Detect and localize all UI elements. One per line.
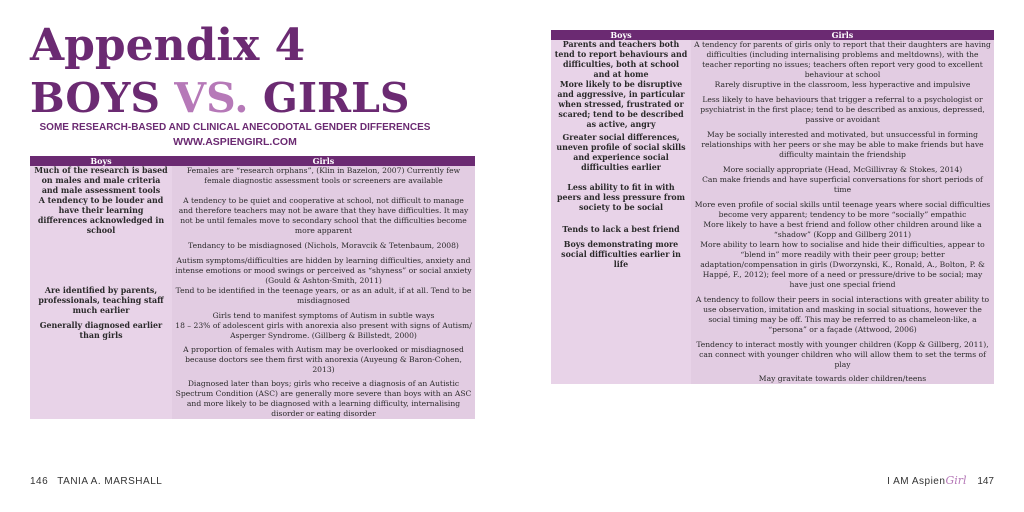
boys-vs-girls-heading: [30, 76, 410, 120]
boys-cell: More likely to be disruptive and aggressive, in particular when stressed, frustrated or scared; tend to be described as active, angry: [551, 80, 691, 130]
boys-cell: Less ability to fit in with peers and less pressure from society to be social: [551, 175, 691, 220]
boys-cell: Greater social differences, uneven profile of social skills and experience social difficulties earlier: [551, 130, 691, 175]
girls-point: May be socially interested and motivated, but unsuccessful in forming relationships with her peers or she may be able to make friends but have difficulty maintain the friendship: [701, 130, 984, 159]
boys-cell: A tendency to be louder and have their learning differences acknowledged in school: [30, 196, 172, 286]
girls-header: Girls: [691, 30, 994, 40]
girls-point: 18 – 23% of adolescent girls with anorexia also present with signs of Autism/ Asperger Syndrome. (Gillberg & Billstedt, 2000): [175, 321, 472, 340]
girls-point: Tendency to interact mostly with younger children (Kopp & Gillberg, 2011), can connect with younger children who will allow them to set the terms of play: [696, 340, 989, 369]
girls-cell: [691, 175, 994, 220]
girls-cell: [691, 220, 994, 240]
girls-point: A tendency to be quiet and cooperative at school, not difficult to manage and therefore teachers may not be aware that they have difficulties. It may not be until females move to secondary school that the difficulties become more apparent: [178, 196, 469, 235]
girls-cell: [691, 80, 994, 130]
girls-point: A proportion of females with Autism may be overlooked or misdiagnosed because doctors see them first with anorexia (Auyeung & Baron-Cohen, 2013): [183, 345, 464, 374]
girls-cell: [172, 321, 475, 419]
girls-point: Tendancy to be misdiagnosed (Nichols, Moravcik & Tetenbaum, 2008): [188, 241, 459, 250]
girls-point: Diagnosed later than boys; girls who receive a diagnosis of an Autistic Spectrum Condition (ASC) are generally more severe than boys with an ASC and more likely to be diagnosed with a learning difficulty, internalising disorder or eating disorder: [175, 379, 472, 418]
heading-boys: BOYS: [30, 74, 161, 122]
brand-name: I AM Aspien: [887, 476, 946, 487]
appendix-heading: Appendix 4: [30, 20, 306, 71]
boys-header: Boys: [551, 30, 691, 40]
girls-cell: [691, 40, 994, 80]
girls-point: Girls tend to manifest symptoms of Autism in subtle ways: [212, 311, 435, 320]
heading-girls: GIRLS: [262, 74, 410, 122]
girls-header: Girls: [172, 156, 475, 166]
girls-point: Tend to be identified in the teenage years, or as an adult, if at all. Tend to be misdiagnosed: [175, 286, 472, 305]
footer-left: [30, 476, 162, 487]
website-link[interactable]: WWW.ASPIENGIRL.COM: [173, 136, 297, 148]
girls-cell: [691, 130, 994, 175]
boys-cell: Are identified by parents, professionals, teaching staff much earlier: [30, 286, 172, 321]
boys-cell: Tends to lack a best friend: [551, 220, 691, 240]
girls-point: Autism symptoms/difficulties are hidden by learning difficulties, anxiety and intense emotions or mood swings or perceived as “shyness” or social anxiety (Gould & Ashton-Smith, 2011): [175, 256, 472, 285]
right-page: [512, 0, 1024, 512]
table-header-row: [30, 156, 475, 166]
table-row: [30, 196, 475, 286]
girls-point: More socially appropriate (Head, McGillivray & Stokes, 2014): [722, 165, 963, 174]
comparison-table-right: [551, 30, 994, 384]
table-row: [551, 220, 994, 240]
girls-point: More ability to learn how to socialise and hide their difficulties, appear to “blend in” more readily with their peer group; better adaptation/compensation in girls (Dworzynski, K., Ronald, A., Bolton, P. & Happé, F., 2012); feel more of a need or pressure/drive to be social; may have just one special friend: [700, 240, 985, 289]
girls-point: More likely to have a best friend and follow other children around like a “shadow” (Kopp and Gillberg 2011): [703, 220, 982, 239]
girls-point: Less likely to have behaviours that trigger a referral to a psychologist or psychiatrist in the first place; tend to be described as anxious, depressed, passive or avoidant: [700, 95, 985, 124]
table-header-row: [551, 30, 994, 40]
girls-point: Females are “research orphans”, (Klin in Bazelon, 2007) Currently few female diagnostic assessment tools or screeners are available: [186, 166, 461, 185]
author-name: TANIA A. MARSHALL: [57, 476, 163, 487]
table-row: [551, 240, 994, 384]
girls-cell: [691, 240, 994, 384]
table-row: [30, 321, 475, 419]
girls-point: More even profile of social skills until teenage years where social difficulties become very apparent; tendency to be more “socially” empathic: [694, 200, 991, 219]
subtitle: SOME RESEARCH-BASED AND CLINICAL ANECODOTAL GENDER DIFFERENCES: [39, 122, 431, 133]
girls-point: Can make friends and have superficial conversations for short periods of time: [702, 175, 983, 194]
table-row: [551, 175, 994, 220]
boys-cell: Boys demonstrating more social difficulties earlier in life: [551, 240, 691, 384]
girls-cell: [172, 166, 475, 196]
footer-right: [887, 474, 994, 487]
girls-point: A tendency for parents of girls only to report that their daughters are having difficulties (including internalising problems and meltdowns), with the teacher reporting no issues; teachers often report very good to excellent behaviour at school: [694, 40, 991, 79]
brand-name-script: Girl: [945, 474, 967, 487]
comparison-table-left: [30, 156, 475, 419]
table-row: [30, 166, 475, 196]
table-row: [551, 130, 994, 175]
boys-cell: Generally diagnosed earlier than girls: [30, 321, 172, 419]
girls-cell: [172, 196, 475, 286]
girls-point: May gravitate towards older children/teens: [758, 374, 927, 383]
page-number: 146: [30, 476, 49, 487]
girls-point: Rarely disruptive in the classroom, less hyperactive and impulsive: [714, 80, 971, 89]
boys-cell: Parents and teachers both tend to report behaviours and difficulties, both at school and at home: [551, 40, 691, 80]
table-row: [551, 80, 994, 130]
boys-header: Boys: [30, 156, 172, 166]
table-row: [30, 286, 475, 321]
girls-cell: [172, 286, 475, 321]
heading-vs: VS.: [174, 74, 249, 122]
page-number: 147: [977, 476, 994, 487]
girls-point: A tendency to follow their peers in social interactions with greater ability to use observation, imitation and masking in social situations, however the social timing may be off. This may be referred to as chameleon-like, a “persona” or a façade (Attwood, 2006): [695, 295, 990, 334]
boys-cell: Much of the research is based on males and male criteria and male assessment tools: [30, 166, 172, 196]
table-row: [551, 40, 994, 80]
